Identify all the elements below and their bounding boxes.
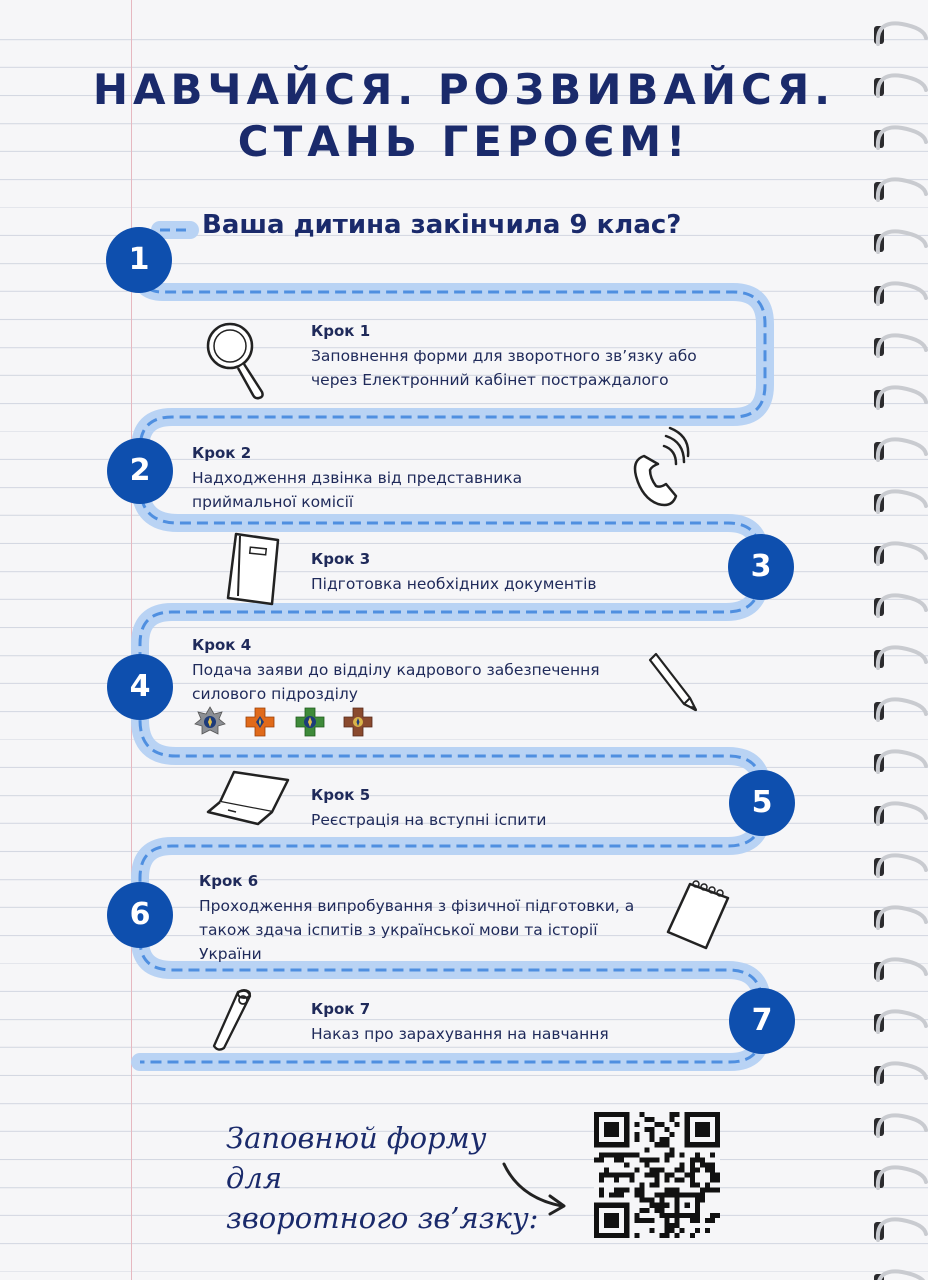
step-6: [199, 870, 649, 966]
step-2-badge: 2: [107, 438, 173, 504]
cta-line-1: Заповнюй форму для: [226, 1121, 487, 1195]
step-1-text: Заповнення форми для зворотного зв’язку або через Електронний кабінет постраждалого: [311, 347, 697, 389]
document-icon: [224, 530, 284, 606]
title-line-1: НАВЧАЙСЯ. РОЗВИВАЙСЯ.: [92, 65, 836, 114]
step-1-badge: 1: [106, 227, 172, 293]
step-7-label: Крок 7: [311, 1000, 371, 1018]
title-line-2: СТАНЬ ГЕРОЄМ!: [237, 117, 691, 166]
step-7-badge: 7: [729, 988, 795, 1054]
feedback-call-to-action: [226, 1118, 546, 1238]
step-3-text: Підготовка необхідних документів: [311, 575, 597, 593]
pencil-icon: [644, 652, 700, 714]
magnifier-icon: [204, 318, 270, 402]
emergency-service-emblem: [244, 706, 276, 738]
step-4: [192, 634, 632, 706]
step-1: [311, 320, 731, 392]
step-1-label: Крок 1: [311, 322, 371, 340]
step-6-text: Проходження випробування з фізичної підготовки, а також здача іспитів з української мови та історії України: [199, 897, 635, 963]
step-5-label: Крок 5: [311, 786, 371, 804]
step-4-text: Подача заяви до відділу кадрового забезпечення силового підрозділу: [192, 661, 600, 703]
step-3-badge: 3: [728, 534, 794, 600]
national-guard-emblem: [342, 706, 374, 738]
police-emblem: [194, 706, 226, 738]
border-guard-emblem: [294, 706, 326, 738]
intro-question: Ваша дитина закінчила 9 клас?: [202, 210, 682, 240]
step-5-text: Реєстрація на вступні іспити: [311, 811, 547, 829]
step-5-badge: 5: [729, 770, 795, 836]
step-2-label: Крок 2: [192, 444, 252, 462]
phone-icon: [630, 426, 690, 508]
step-3-label: Крок 3: [311, 550, 371, 568]
notepad-icon: [666, 878, 732, 952]
step-4-label: Крок 4: [192, 636, 252, 654]
diploma-scroll-icon: [208, 986, 258, 1052]
step-3: [311, 548, 711, 596]
laptop-icon: [206, 768, 292, 828]
step-4-badge: 4: [107, 654, 173, 720]
step-2: [192, 442, 572, 514]
step-6-badge: 6: [107, 882, 173, 948]
qr-code[interactable]: [594, 1112, 720, 1238]
step-7: [311, 998, 711, 1046]
step-7-text: Наказ про зарахування на навчання: [311, 1025, 609, 1043]
step-2-text: Надходження дзвінка від представника приймальної комісії: [192, 469, 523, 511]
cta-line-2: зворотного зв’язку:: [226, 1201, 539, 1235]
step-6-label: Крок 6: [199, 872, 259, 890]
step-5: [311, 784, 711, 832]
arrow-icon: [500, 1158, 570, 1218]
